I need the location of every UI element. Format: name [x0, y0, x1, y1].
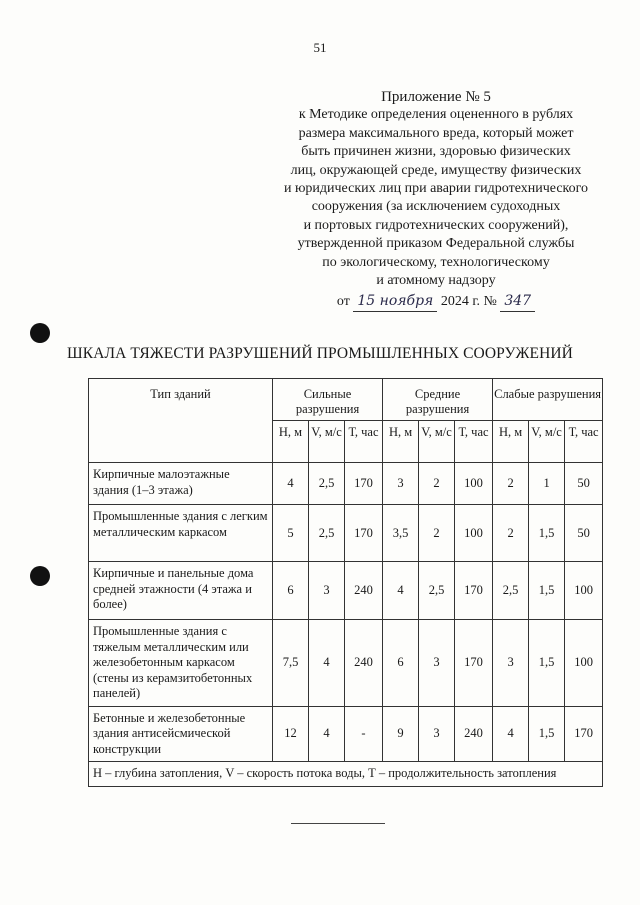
cell-value: 3	[419, 706, 455, 762]
subheader-depth: Н, м	[493, 421, 529, 463]
cell-value: 4	[273, 463, 309, 505]
cell-value: 7,5	[273, 620, 309, 707]
cell-value: 50	[565, 505, 603, 562]
cell-value: 1,5	[529, 706, 565, 762]
cell-value: 3	[419, 620, 455, 707]
cell-value: 170	[345, 463, 383, 505]
cell-value: 6	[273, 562, 309, 620]
row-building-type: Промышленные здания с легким металлическим каркасом	[89, 505, 273, 562]
table-legend: Н – глубина затопления, V – скорость потока воды, Т – продолжительность затопления	[89, 762, 603, 787]
cell-value: 5	[273, 505, 309, 562]
cell-value: 3	[383, 463, 419, 505]
header-weak-damage: Слабые разрушения	[493, 379, 603, 421]
order-prefix: от	[336, 294, 350, 310]
cell-value: 240	[345, 562, 383, 620]
cell-value: 240	[455, 706, 493, 762]
row-building-type: Промышленные здания с тяжелым металлическим или железобетонным каркасом (стены из керамзитобетонных панелей)	[89, 620, 273, 707]
document-title: ШКАЛА ТЯЖЕСТИ РАЗРУШЕНИЙ ПРОМЫШЛЕННЫХ СООРУЖЕНИЙ	[67, 345, 573, 362]
table-row	[89, 562, 603, 620]
appendix-line: и юридических лиц при аварии гидротехнического	[283, 181, 589, 197]
cell-value: 1,5	[529, 562, 565, 620]
cell-value: 1,5	[529, 620, 565, 707]
cell-value: 2	[419, 463, 455, 505]
cell-value: 170	[455, 562, 493, 620]
row-building-type: Кирпичные и панельные дома средней этажности (4 этажа и более)	[89, 562, 273, 620]
order-line	[250, 292, 622, 311]
cell-value: 170	[565, 706, 603, 762]
cell-value: 50	[565, 463, 603, 505]
footer-divider	[291, 823, 385, 824]
header-building-type: Тип зданий	[89, 379, 273, 463]
cell-value: 100	[455, 505, 493, 562]
cell-value: 3,5	[383, 505, 419, 562]
subheader-duration: Т, час	[345, 421, 383, 463]
cell-value: 12	[273, 706, 309, 762]
appendix-line: быть причинен жизни, здоровью физических	[301, 144, 571, 160]
appendix-line: и портовых гидротехнических сооружений),	[303, 217, 569, 233]
subheader-duration: Т, час	[455, 421, 493, 463]
cell-value: 100	[565, 620, 603, 707]
table-legend-row	[89, 762, 603, 787]
header-medium-damage: Средние разрушения	[383, 379, 493, 421]
cell-value: 2,5	[309, 505, 345, 562]
binder-hole-bottom	[30, 566, 50, 586]
cell-value: 100	[565, 562, 603, 620]
cell-value: 4	[309, 706, 345, 762]
cell-value: 2,5	[493, 562, 529, 620]
appendix-line: к Методике определения оцененного в рублях	[298, 107, 574, 123]
table-row	[89, 463, 603, 505]
appendix-line: лиц, окружающей среде, имуществу физических	[290, 162, 582, 178]
row-building-type: Кирпичные малоэтажные здания (1–3 этажа)	[89, 463, 273, 505]
table-row	[89, 620, 603, 707]
handwritten-date: 15 ноября	[353, 292, 437, 311]
cell-value: 100	[455, 463, 493, 505]
subheader-depth: Н, м	[383, 421, 419, 463]
appendix-line: утвержденной приказом Федеральной службы	[297, 236, 575, 252]
cell-value: 4	[493, 706, 529, 762]
table-row	[89, 505, 603, 562]
cell-value: 4	[309, 620, 345, 707]
cell-value: 2	[493, 463, 529, 505]
cell-value: 6	[383, 620, 419, 707]
subheader-velocity: V, м/с	[309, 421, 345, 463]
order-year: 2024 г. №	[440, 294, 497, 310]
cell-value: 4	[383, 562, 419, 620]
cell-value: 170	[455, 620, 493, 707]
subheader-depth: Н, м	[273, 421, 309, 463]
row-building-type: Бетонные и железобетонные здания антисейсмической конструкции	[89, 706, 273, 762]
cell-value: 2	[419, 505, 455, 562]
damage-scale-table	[88, 378, 603, 787]
cell-value: 1,5	[529, 505, 565, 562]
appendix-line: сооружения (за исключением судоходных	[311, 199, 561, 215]
subheader-velocity: V, м/с	[529, 421, 565, 463]
binder-hole-top	[30, 323, 50, 343]
appendix-line: по экологическому, технологическому	[322, 254, 550, 270]
cell-value: 2	[493, 505, 529, 562]
cell-value: 170	[345, 505, 383, 562]
cell-value: 2,5	[419, 562, 455, 620]
appendix-header	[250, 88, 622, 312]
subheader-velocity: V, м/с	[419, 421, 455, 463]
page-number: 51	[313, 40, 327, 55]
table-row	[89, 706, 603, 762]
header-strong-damage: Сильные разрушения	[273, 379, 383, 421]
appendix-line: и атомному надзору	[376, 273, 496, 289]
appendix-title: Приложение № 5	[381, 89, 491, 105]
cell-value: 240	[345, 620, 383, 707]
cell-value: 3	[493, 620, 529, 707]
cell-value: 3	[309, 562, 345, 620]
handwritten-order-number: 347	[500, 292, 535, 311]
cell-value: 1	[529, 463, 565, 505]
cell-value: 2,5	[309, 463, 345, 505]
cell-value: -	[345, 706, 383, 762]
subheader-duration: Т, час	[565, 421, 603, 463]
appendix-line: размера максимального вреда, который может	[298, 125, 574, 141]
cell-value: 9	[383, 706, 419, 762]
